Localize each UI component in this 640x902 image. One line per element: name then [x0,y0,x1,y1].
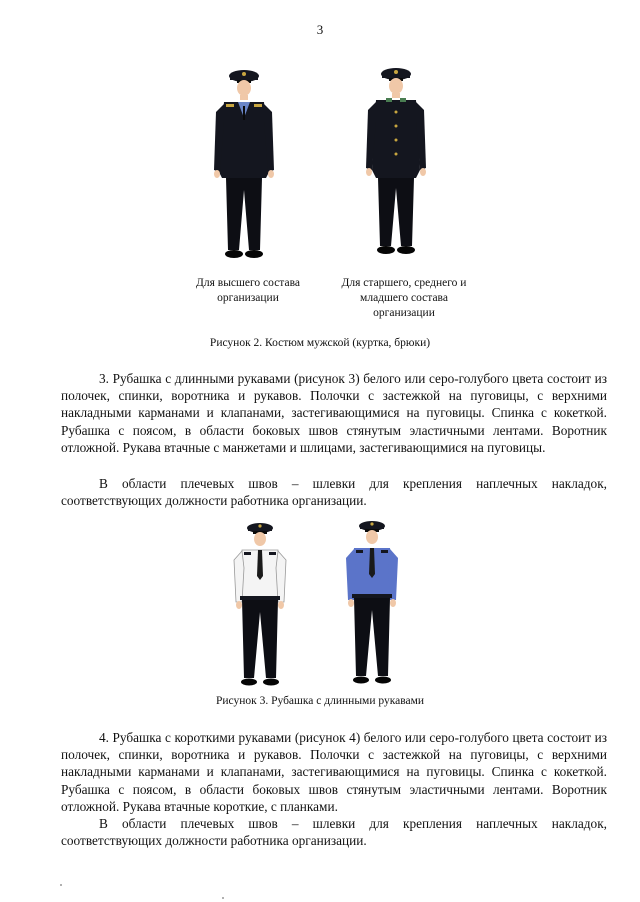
page-number: 3 [316,22,324,37]
scan-speck [60,884,62,886]
officer-staff-figure [366,68,426,254]
blue-shirt-figure [346,521,398,684]
figure-3-illustration [230,516,410,691]
caption-line: организации [217,292,279,304]
figure-2-illustration [200,60,450,265]
figure-2-right-caption [330,276,478,321]
caption-line: Для старшего, среднего и [341,277,467,289]
officer-senior-figure [214,70,274,258]
section-4-paragraph-1: 4. Рубашка с короткими рукавами (рисунок 4) белого или серо-голубого цвета состоит из полочек, спинки, воротника и рукавов. Полочки с застежкой на пуговицы, с верхними накладными карманами и клапанами, застегивающимися на пуговицы. Спинка с кокеткой. Рубашка с поясом, в области боковых швов стянутым эластичными лентами. Воротник отложной. Рукава втачные короткие, с планками. [61,730,607,814]
section-4-paragraph-2: В области плечевых швов – шлевки для крепления наплечных накладок, соответствующих должности работника организации. [61,816,607,849]
figure-2-left-caption [180,276,316,306]
scan-speck [222,897,224,899]
caption-line: младшего состава [360,292,448,304]
caption-line: Для высшего состава [196,277,300,289]
figure-2-caption: Рисунок 2. Костюм мужской (куртка, брюки) [209,337,431,349]
caption-line: организации [373,307,435,319]
section-3-paragraph-2: В области плечевых швов – шлевки для крепления наплечных накладок, соответствующих должности работника организации. [61,476,607,509]
figure-3-caption: Рисунок 3. Рубашка с длинными рукавами [215,695,425,707]
section-3-paragraph-1: 3. Рубашка с длинными рукавами (рисунок 3) белого или серо-голубого цвета состоит из полочек, спинки, воротника и рукавов. Полочки с застежкой на пуговицы, с верхними накладными карманами и клапанами, застегивающимися на пуговицы. Спинка с кокеткой. Рубашка с поясом, в области боковых швов стянутым эластичными лентами. Воротник отложной. Рукава втачные с манжетами и шлицами, застегивающимися на пуговицы. [61,371,607,455]
white-shirt-figure [234,523,286,686]
